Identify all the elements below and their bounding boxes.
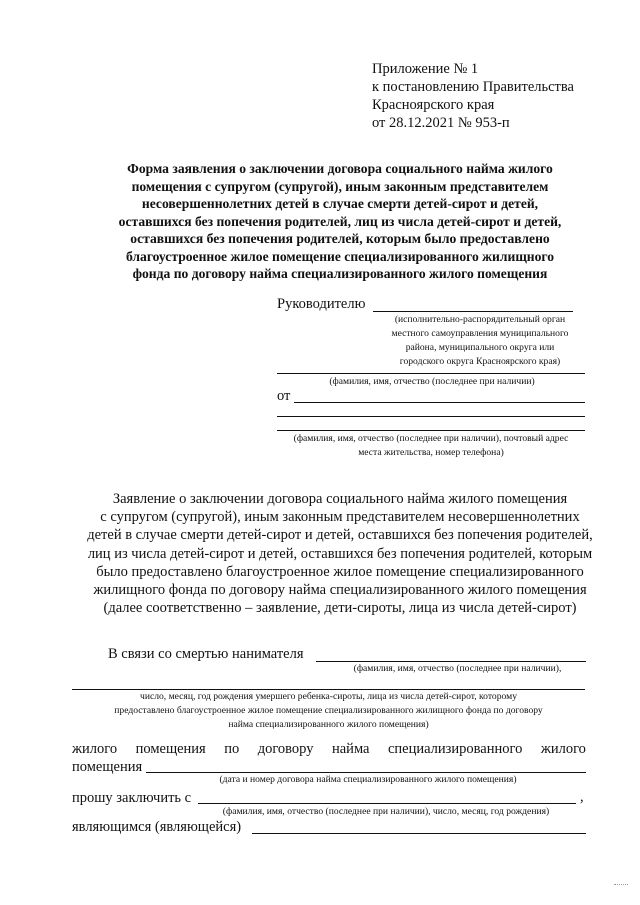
housing-word: по [224,741,240,757]
hint-line: городского округа Красноярского края) [399,356,561,367]
housing-word: договору [257,741,314,757]
hint-line: предоставлено благоустроенное жилое помещение специализированного жилищного фонда по договору [114,705,543,716]
death-label: В связи со смертью нанимателя [108,646,304,662]
organ-hint [370,313,590,369]
hint-line: (фамилия, имя, отчество (последнее при наличии), почтовый адрес [293,433,569,444]
hint-line: местного самоуправления муниципального [391,328,569,339]
request-hint: (фамилия, имя, отчество (последнее при наличии), число, месяц, год рождения) [222,806,550,817]
housing-sentence [72,741,586,758]
hint-line: района, муниципального округа или [405,342,555,353]
death-hint: (фамилия, имя, отчество (последнее при наличии), [353,663,562,674]
form-title-line: Форма заявления о заключении договора социального найма жилого [127,161,553,176]
form-title-line: благоустроенное жилое помещение специализированного жилищного [125,248,555,264]
housing-word: найма [331,741,370,757]
hint-line: места жительства, номер телефона) [358,447,504,458]
request-label: прошу заключить с [72,790,192,806]
appendix-line: от 28.12.2021 № 953-п [372,115,510,131]
housing-word: жилого [540,741,586,757]
applicant-hint [275,432,587,460]
form-title-line: фонда по договору найма специализированного жилого помещения [132,266,548,281]
appendix-line: Красноярского края [372,97,495,113]
form-title-line: несовершеннолетних детей в случае смерти детей-сирот и детей, [141,196,539,211]
statement-title-line: было предоставлено благоустроенное жилое помещение специализированного [96,563,584,580]
orphan-hint [72,690,585,732]
form-title-line: помещения с супругом (супругой), иным законным представителем [131,178,549,194]
page-edge-mark [614,884,628,893]
statement-title-line: Заявление о заключении договора социального найма жилого помещения [112,491,568,507]
statement-title-line: с супругом (супругой), иным законным представителем несовершеннолетних [100,509,580,526]
form-title-line: оставшихся без попечения родителей, которым было предоставлено [130,231,550,246]
appendix-line: Приложение № 1 [372,61,479,77]
hint-line: (исполнительно-распорядительный орган [394,314,566,325]
form-title [60,160,620,283]
housing-word: жилого [72,741,118,757]
applicant-field-2[interactable] [277,416,585,417]
housing-word: специализированного [387,741,523,757]
applicant-field-1[interactable] [294,402,585,403]
from-label: от [277,388,291,404]
housing-label-2: помещения [72,759,143,775]
appendix-header [372,60,574,132]
head-name-hint: (фамилия, имя, отчество (последнее при наличии) [329,376,535,387]
head-name-field[interactable] [277,373,585,374]
appendix-line: к постановлению Правительства [372,79,574,95]
form-title-line: оставшихся без попечения родителей, лиц из числа детей-сирот и детей, [118,213,562,229]
statement-title-line: (далее соответственно – заявление, дети-сироты, лица из числа детей-сирот) [103,600,577,617]
hint-line: найма специализированного жилого помещения) [228,719,429,730]
addressee-organ-field[interactable] [373,311,573,312]
statement-title-line: жилищного фонда по договору найма специализированного жилого помещения [93,582,587,599]
spouse-name-field[interactable] [198,803,576,804]
contract-hint: (дата и номер договора найма специализированного жилого помещения) [219,774,517,785]
relation-field[interactable] [252,833,586,834]
being-label: являющимся (являющейся) [72,819,242,835]
housing-word: помещения [135,741,206,757]
hint-line: число, месяц, год рождения умершего ребенка-сироты, лица из числа детей-сирот, которому [140,691,517,702]
statement-title-line: лиц из числа детей-сирот и детей, оставшихся без попечения родителей, которым [87,545,593,562]
addressee-label: Руководителю [277,296,366,312]
request-comma: , [580,789,584,805]
applicant-field-3[interactable] [277,430,585,431]
statement-title [50,490,630,617]
statement-title-line: детей в случае смерти детей-сирот и детей, оставшихся без попечения родителей, [87,527,593,544]
